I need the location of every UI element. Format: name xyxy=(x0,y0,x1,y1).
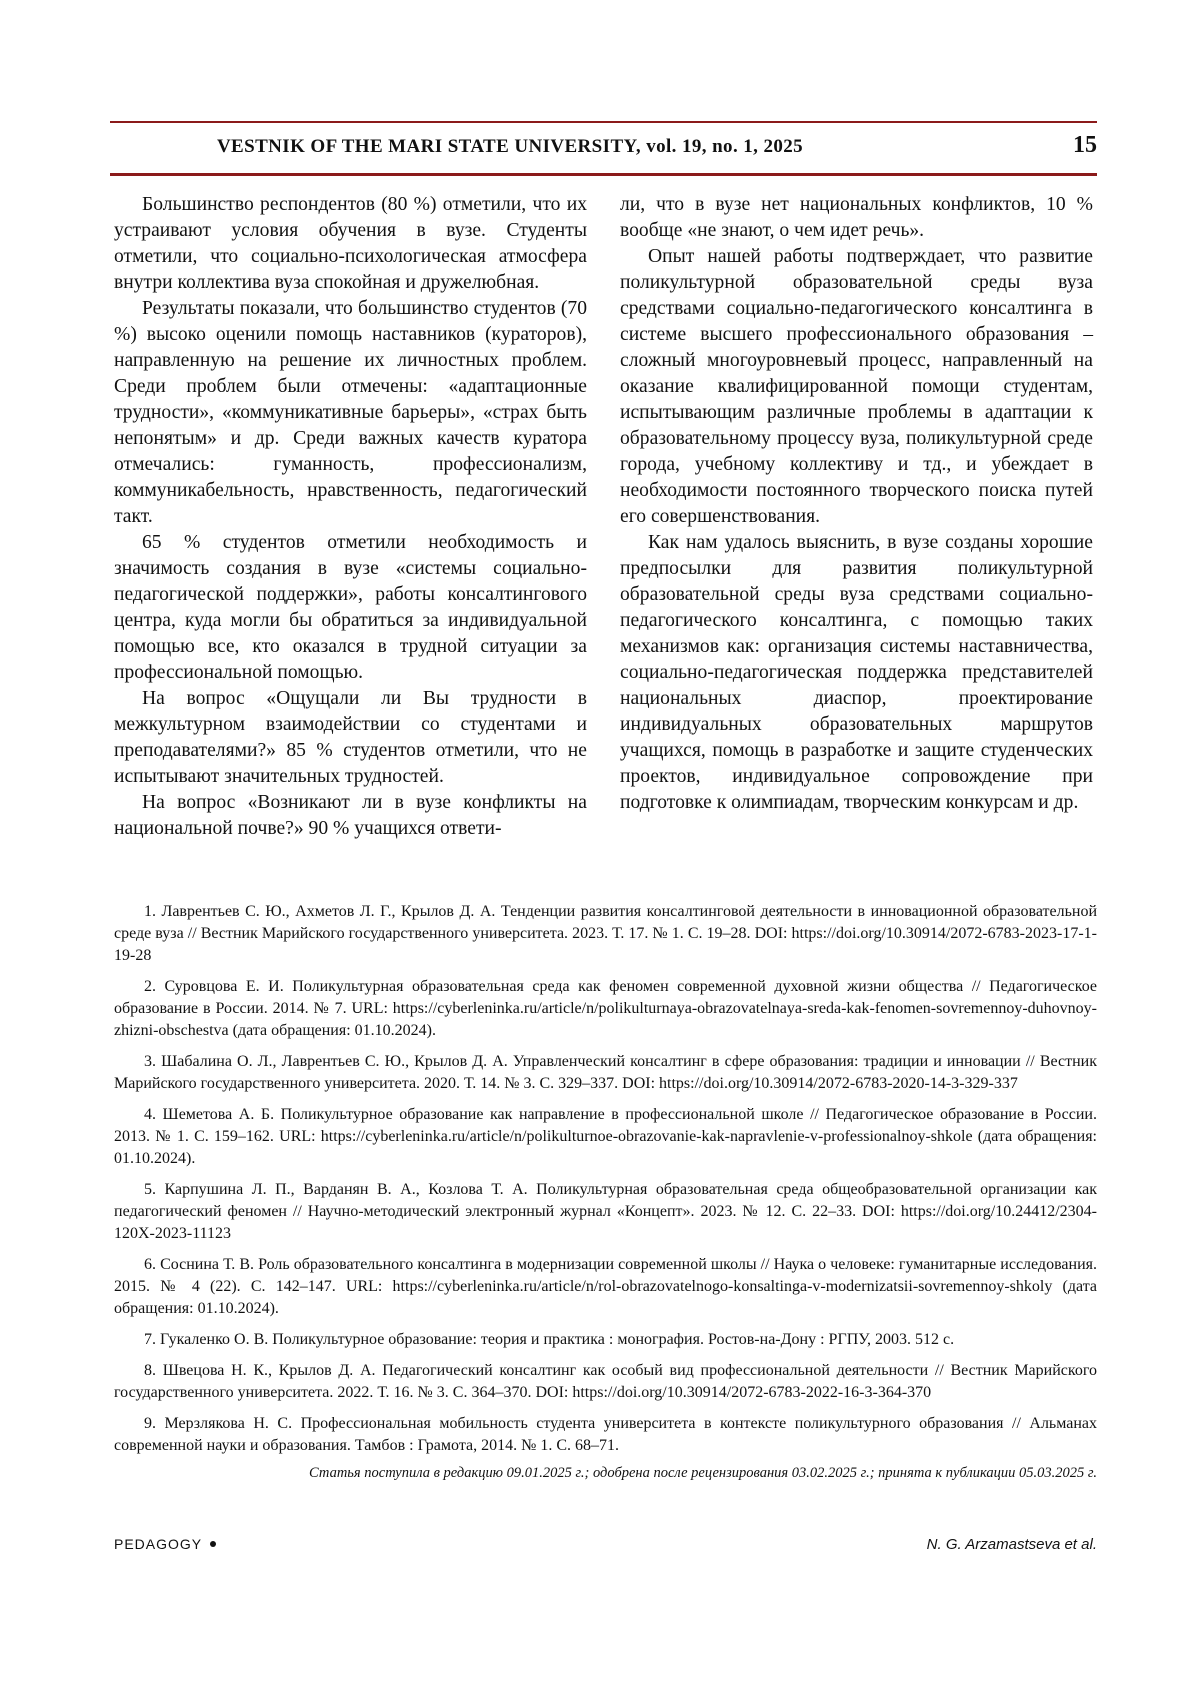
reference-item: 7. Гукаленко О. В. Поликультурное образование: теория и практика : монография. Ростов-на-Дону : РГПУ, 2003. 512 с. xyxy=(144,1331,955,1348)
reference-item: 9. Мерзлякова Н. С. Профессиональная мобильность студента университета в контексте поликультурного образования // Альманах современной науки и образования. Тамбов : Грамота, 2014. № 1. С. 68–71. xyxy=(114,1415,1097,1454)
header-rule-top xyxy=(110,121,1097,123)
paragraph: Опыт нашей работы подтверждает, что развитие поликультурной образовательной среды вуза средствами социально-педагогического консалтинга в системе высшего профессионального образования – сложный многоуровневый процесс, направленный на оказание квалифицированной помощи студентам, испытывающим различные проблемы в адаптации к образовательному процессу вуза, поликультурной среде города, учебному коллективу и тд., и убеждает в необходимости постоянного творческого поиска путей его совершенствования. xyxy=(620,246,1093,527)
reference-item: 6. Соснина Т. В. Роль образовательного консалтинга в модернизации современной школы // Наука о человеке: гуманитарные исследования. 2015. № 4 (22). С. 142–147. URL: https://cyberleninka.ru/article/n/rol-obrazovatelnogo-konsaltinga-v-modernizatsii-sovremennoy-shkoly (дата обращения: 01.10.2024). xyxy=(114,1256,1097,1317)
paragraph: На вопрос «Ощущали ли Вы трудности в межкультурном взаимодействии со студентами и преподавателями?» 85 % студентов отметили, что не испытывают значительных трудностей. xyxy=(114,688,587,787)
reference-item: 8. Швецова Н. К., Крылов Д. А. Педагогический консалтинг как особый вид профессиональной деятельности // Вестник Марийского государственного университета. 2022. Т. 16. № 3. С. 364–370. DOI: https://doi.org/10.30914/2072-6783-2022-16-3-364-370 xyxy=(114,1362,1097,1401)
paragraph-continuation: ли, что в вузе нет национальных конфликтов, 10 % вообще «не знают, о чем идет речь». xyxy=(620,194,1093,241)
reference-item: 1. Лаврентьев С. Ю., Ахметов Л. Г., Крылов Д. А. Тенденции развития консалтинговой деятельности в инновационной образовательной среде вуза // Вестник Марийского государственного университета. 2023. Т. 17. № 1. С. 19–28. DOI: https://doi.org/10.30914/2072-6783-2023-17-1-19-28 xyxy=(114,903,1097,964)
received-dates: Статья поступила в редакцию 09.01.2025 г.; одобрена после рецензирования 03.02.2025 г.; принята к публикации 05.03.2025 г. xyxy=(309,1465,1097,1481)
paragraph: На вопрос «Возникают ли в вузе конфликты на национальной почве?» 90 % учащихся ответи- xyxy=(114,792,587,839)
paragraph: Результаты показали, что большинство студентов (70 %) высоко оценили помощь наставников (кураторов), направленную на решение их личностных проблем. Среди проблем были отмечены: «адаптационные трудности», «коммуникативные барьеры», «страх быть непонятым» и др. Среди важных качеств куратора отмечались: гуманность, профессионализм, коммуникабельность, нравственность, педагогический такт. xyxy=(114,298,587,527)
paragraph: 65 % студентов отметили необходимость и значимость создания в вузе «системы социально-педагогической поддержки», работы консалтингового центра, куда могли бы обратиться за индивидуальной помощью все, кто оказался в трудной ситуации за профессиональной помощью. xyxy=(114,532,587,683)
journal-title: VESTNIK OF THE MARI STATE UNIVERSITY, vol. 19, no. 1, 2025 xyxy=(216,136,804,157)
footer-section xyxy=(114,1536,216,1552)
footer-section-label: PEDAGOGY xyxy=(114,1536,203,1552)
header-rule-bottom xyxy=(110,173,1097,176)
references-list xyxy=(114,901,1097,1466)
left-column xyxy=(114,192,587,842)
right-column xyxy=(620,192,1093,816)
reference-item: 2. Суровцова Е. И. Поликультурная образовательная среда как феномен современной духовной жизни общества // Педагогическое образование в России. 2014. № 7. URL: https://cyberleninka.ru/article/n/polikulturnaya-obrazovatelnaya-sreda-kak-fenomen-sovremennoy-duhovnoy-zhizni-obschestva (дата обращения: 01.10.2024). xyxy=(114,978,1097,1039)
reference-item: 4. Шеметова А. Б. Поликультурное образование как направление в профессиональной школе // Педагогическое образование в России. 2013. № 1. С. 159–162. URL: https://cyberleninka.ru/article/n/polikulturnoe-obrazovanie-kak-napravlenie-v-professionalnoy-shkole (дата обращения: 01.10.2024). xyxy=(114,1106,1097,1167)
reference-item: 5. Карпушина Л. П., Варданян В. А., Козлова Т. А. Поликультурная образовательная среда общеобразовательной организации как педагогический феномен // Научно-методический электронный журнал «Концепт». 2023. № 12. С. 22–33. DOI: https://doi.org/10.24412/2304-120X-2023-11123 xyxy=(114,1181,1097,1242)
paragraph: Как нам удалось выяснить, в вузе созданы хорошие предпосылки для развития поликультурной образовательной среды вуза средствами социально-педагогического консалтинга, с помощью таких механизмов как: организация системы наставничества, социально-педагогическая поддержка представителей национальных диаспор, проектирование индивидуальных образовательных маршрутов учащихся, помощь в разработке и защите студенческих проектов, индивидуальное сопровождение при подготовке к олимпиадам, творческим конкурсам и др. xyxy=(620,532,1093,813)
footer-authors: N. G. Arzamastseva et al. xyxy=(926,1536,1097,1553)
bullet-icon xyxy=(210,1541,216,1547)
page-number: 15 xyxy=(1073,132,1097,158)
paragraph: Большинство респондентов (80 %) отметили, что их устраивают условия обучения в вузе. Студенты отметили, что социально-психологическая атмосфера внутри коллектива вуза спокойная и дружелюбная. xyxy=(114,194,587,293)
reference-item: 3. Шабалина О. Л., Лаврентьев С. Ю., Крылов Д. А. Управленческий консалтинг в сфере образования: традиции и инновации // Вестник Марийского государственного университета. 2020. Т. 14. № 3. С. 329–337. DOI: https://doi.org/10.30914/2072-6783-2020-14-3-329-337 xyxy=(114,1053,1097,1092)
